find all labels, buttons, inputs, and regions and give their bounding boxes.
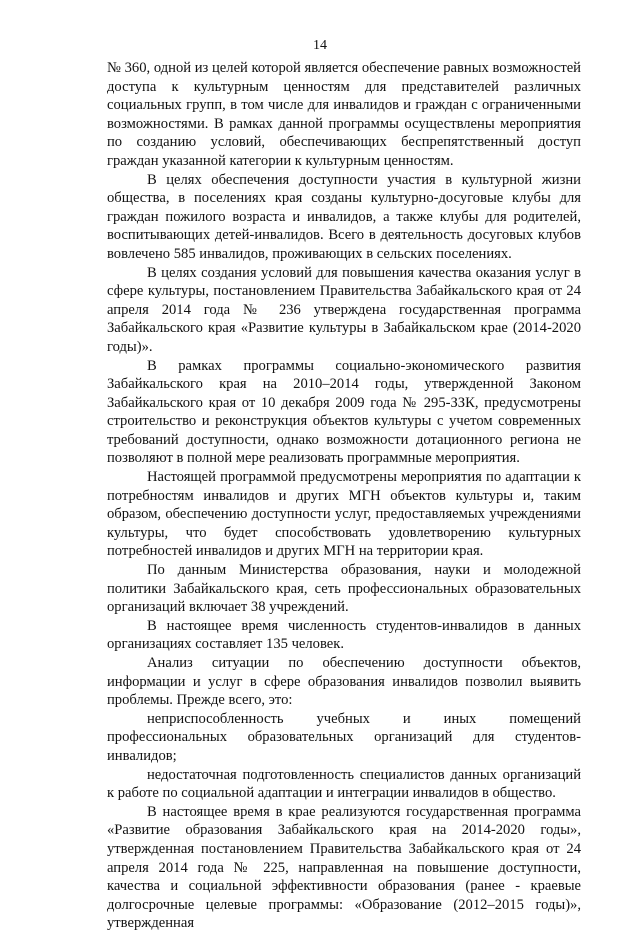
body-text xyxy=(107,59,581,933)
paragraph: В настоящее время в крае реализуются государственная программа «Развитие образования Забайкальского края на 2014-2020 годы», утвержденная постановлением Правительства Забайкальского края от 24 апреля 2014 года № 225, направленная на повышение доступности, качества и социальной эффективности образования (ранее - краевые долгосрочные целевые программы: «Образование (2012–2015 годы)», утвержденная xyxy=(107,803,581,932)
paragraph: По данным Министерства образования, науки и молодежной политики Забайкальского края, сеть профессиональных образовательных организаций включает 38 учреждений. xyxy=(107,562,581,616)
paragraph: Настоящей программой предусмотрены мероприятия по адаптации к потребностям инвалидов и других МГН объектов культуры и, таким образом, обеспечению доступности услуг, предоставляемых учреждениями культуры, что будет способствовать удовлетворению культурных потребностей инвалидов и других МГН на территории края. xyxy=(107,469,581,560)
paragraph: В рамках программы социально-экономического развития Забайкальского края на 2010–2014 годы, утвержденной Законом Забайкальского края от 10 декабря 2009 года № 295-ЗЗК, предусмотрены строительство и реконструкция объектов культуры с учетом современных требований доступности, однако возможности дотационного региона не позволяют в полной мере реализовать программные мероприятия. xyxy=(107,357,581,467)
paragraph: неприспособленность учебных и иных помещений профессиональных образовательных организаций для студентов-инвалидов; xyxy=(107,710,581,764)
page-number: 14 xyxy=(313,38,327,53)
paragraph: Анализ ситуации по обеспечению доступности объектов, информации и услуг в сфере образования инвалидов позволил выявить проблемы. Прежде всего, это: xyxy=(107,655,581,709)
paragraph: В целях создания условий для повышения качества оказания услуг в сфере культуры, постановлением Правительства Забайкальского края от 24 апреля 2014 года № 236 утверждена государственная программа Забайкальского края «Развитие культуры в Забайкальском крае (2014-2020 годы)». xyxy=(107,264,581,355)
paragraph: В настоящее время численность студентов-инвалидов в данных организациях составляет 135 человек. xyxy=(107,617,581,653)
paragraph: недостаточная подготовленность специалистов данных организаций к работе по социальной адаптации и интеграции инвалидов в общество. xyxy=(107,766,581,802)
paragraph: В целях обеспечения доступности участия в культурной жизни общества, в поселениях края созданы культурно-досуговые клубы для граждан пожилого возраста и инвалидов, а также клубы для родителей, воспитывающих детей-инвалидов. Всего в деятельность досуговых клубов вовлечено 585 инвалидов, проживающих в сельских поселениях. xyxy=(107,171,581,262)
paragraph: № 360, одной из целей которой является обеспечение равных возможностей доступа к культурным ценностям для представителей различных социальных групп, в том числе для инвалидов и граждан с ограниченными возможностями. В рамках данной программы осуществлены мероприятия по созданию условий, обеспечивающих беспрепятственный доступ граждан указанной категории к культурным ценностям. xyxy=(107,60,581,169)
